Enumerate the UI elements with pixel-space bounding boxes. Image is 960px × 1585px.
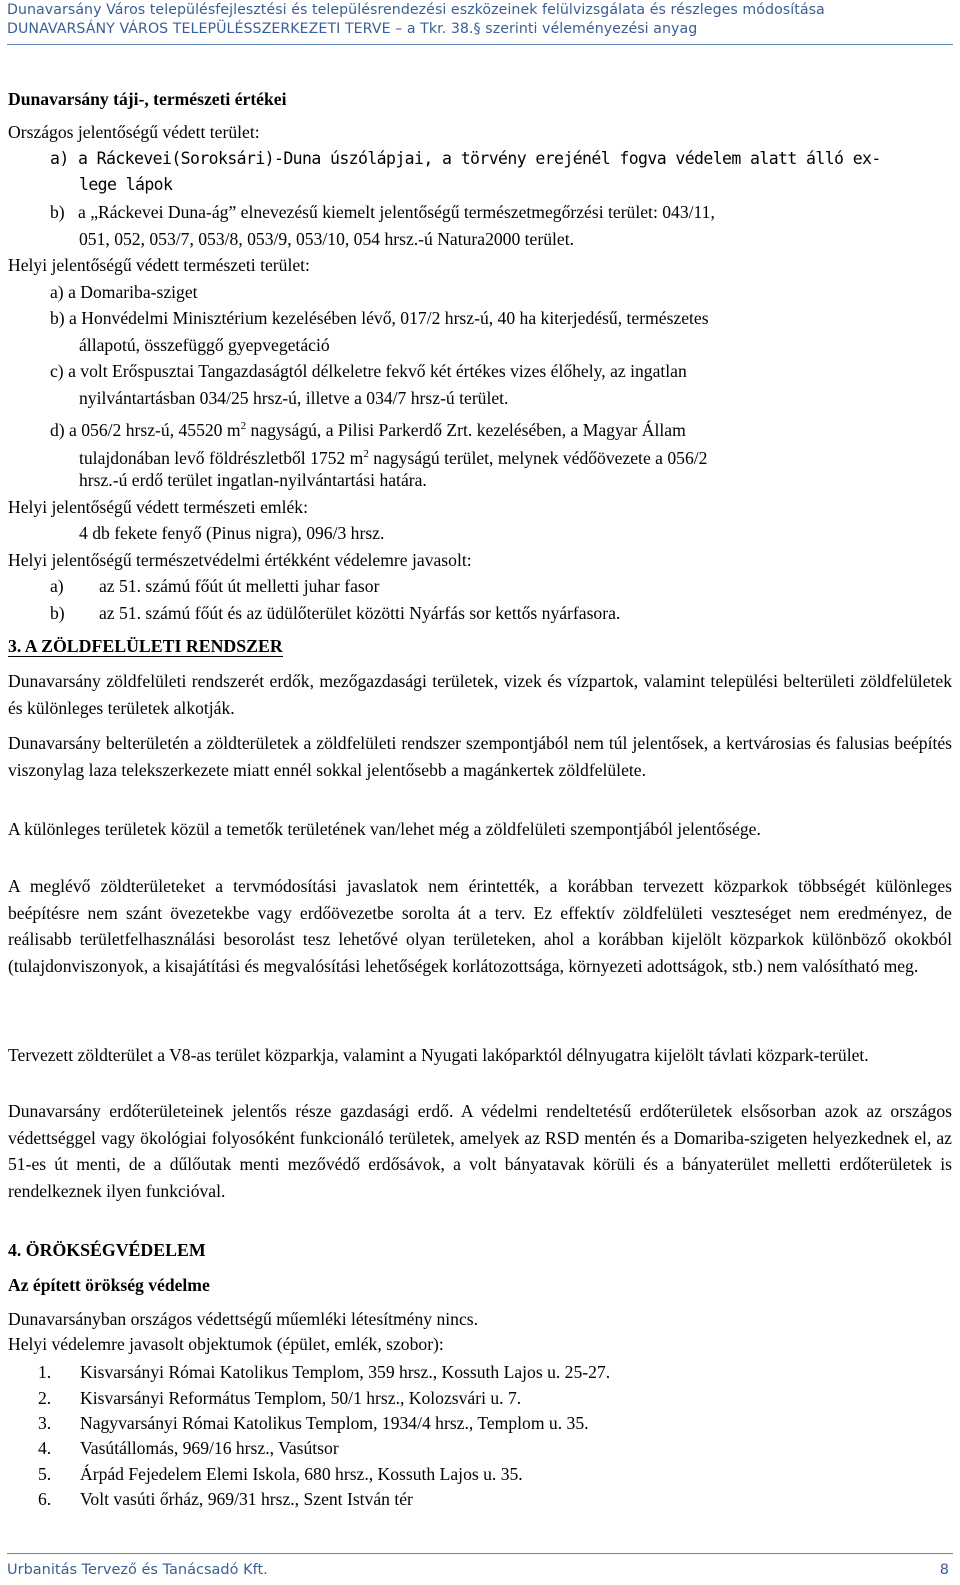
list-item: 5. Árpád Fejedelem Elemi Iskola, 680 hrsz., Kossuth Lajos u. 35. bbox=[38, 1464, 523, 1484]
list-item: 1. Kisvarsányi Római Katolikus Templom, 359 hrsz., Kossuth Lajos u. 25-27. bbox=[38, 1362, 611, 1382]
monument-heading: Helyi jelentőségű védett természeti emlék: bbox=[8, 497, 308, 517]
section-4-subtitle: Az épített örökség védelme bbox=[8, 1275, 210, 1295]
footer-company: Urbanitás Tervező és Tanácsadó Kft. bbox=[7, 1562, 268, 1578]
local-item-b: b) a Honvédelmi Minisztérium kezelésében lévő, 017/2 hrsz-ú, 40 ha kiterjedésű, természetes bbox=[50, 308, 709, 328]
national-heading: Országos jelentőségű védett terület: bbox=[8, 122, 260, 142]
page-number: 8 bbox=[939, 1562, 949, 1578]
national-item-b-cont: 051, 052, 053/7, 053/8, 053/9, 053/10, 054 hrsz.-ú Natura2000 terület. bbox=[79, 229, 575, 249]
national-item-a: a) a Ráckevei(Soroksári)-Duna úszólápjai, a törvény erejénél fogva védelem alatt álló ex- bbox=[50, 149, 881, 168]
list-item: 4. Vasútállomás, 969/16 hrsz., Vasútsor bbox=[38, 1438, 339, 1458]
section-title-landscape: Dunavarsány táji-, természeti értékei bbox=[8, 89, 287, 109]
page-header bbox=[7, 0, 953, 45]
header-line-2: DUNAVARSÁNY VÁROS TELEPÜLÉSSZERKEZETI TERVE – a Tkr. 38.§ szerinti véleményezési anyag bbox=[7, 21, 698, 37]
section-3-paragraph-6: Dunavarsány erdőterületeinek jelentős része gazdasági erdő. A védelmi rendeltetésű erdőterületek elsősorban azok az országos védettséggel vagy ökológiai folyosóként funkcionáló területek, amelyek az RSD mentén és a Domariba-szigeten helyezkednek el, az 51-es út menti, de a dűlőutak menti mezővédő erdősávok, a volt bányatavak körüli és a bányaterület melletti erdőterületek is rendelkeznek ilyen funkcióval. bbox=[8, 1101, 952, 1201]
page-footer bbox=[7, 1553, 953, 1584]
proposed-item-b: b) az 51. számú főút és az üdülőterület közötti Nyárfás sor kettős nyárfasora. bbox=[50, 603, 621, 623]
header-line-1: Dunavarsány Város településfejlesztési és településrendezési eszközeinek felülvizsgálata és részleges módosítása bbox=[7, 2, 825, 18]
section-4-paragraph-1: Dunavarsányban országos védettségű műemléki létesítmény nincs. bbox=[8, 1309, 479, 1329]
section-3-paragraph-3: A különleges területek közül a temetők területének van/lehet még a zöldfelületi szempontjából jelentősége. bbox=[8, 819, 761, 839]
national-item-b: b) a „Ráckevei Duna-ág” elnevezésű kiemelt jelentőségű természetmegőrzési terület: 043/11, bbox=[50, 202, 715, 222]
local-item-d: d) a 056/2 hrsz-ú, 45520 $m^2$ nagyságú, a Pilisi Parkerdő Zrt. kezelésében, a Magyar Állam bbox=[50, 419, 686, 440]
local-item-d-cont-2: hrsz.-ú erdő terület ingatlan-nyilvántartási határa. bbox=[79, 470, 427, 490]
list-item: 2. Kisvarsányi Református Templom, 50/1 hrsz., Kolozsvári u. 7. bbox=[38, 1388, 522, 1408]
section-3-title: 3. A ZÖLDFELÜLETI RENDSZER bbox=[8, 636, 283, 656]
list-item: 6. Volt vasúti őrház, 969/31 hrsz., Szent István tér bbox=[38, 1489, 413, 1509]
section-3-paragraph-2: Dunavarsány belterületén a zöldterületek a zöldfelületi rendszer szempontjából nem túl jelentősek, a kertvárosias és falusias beépítés viszonylag laza telekszerkezete miatt ennél sokkal jelentősebb a magánkertek zöldfelülete. bbox=[8, 733, 952, 780]
monument-item: 4 db fekete fenyő (Pinus nigra), 096/3 hrsz. bbox=[79, 523, 385, 543]
section-3-paragraph-5: Tervezett zöldterület a V8-as terület közparkja, valamint a Nyugati lakóparktól délnyugatra kijelölt távlati közpark-terület. bbox=[8, 1045, 869, 1065]
proposed-item-a: a) az 51. számú főút út melletti juhar fasor bbox=[50, 576, 380, 596]
local-item-b-cont: állapotú, összefüggő gyepvegetáció bbox=[79, 335, 330, 355]
section-3-paragraph-1: Dunavarsány zöldfelületi rendszerét erdők, mezőgazdasági területek, vizek és vízpartok, valamint települési belterületi zöldfelületek és különleges területek alkotják. bbox=[8, 671, 952, 718]
local-item-c-cont: nyilvántartásban 034/25 hrsz-ú, illetve a 034/7 hrsz-ú terület. bbox=[79, 388, 509, 408]
section-4-title: 4. ÖRÖKSÉGVÉDELEM bbox=[8, 1240, 206, 1260]
local-heading: Helyi jelentőségű védett természeti terület: bbox=[8, 255, 310, 275]
list-item: 3. Nagyvarsányi Római Katolikus Templom, 1934/4 hrsz., Templom u. 35. bbox=[38, 1413, 589, 1433]
section-3-paragraph-4: A meglévő zöldterületeket a tervmódosítási javaslatok nem érintették, a korábban tervezett közparkok többségét különleges beépítésre nem szánt övezetekbe vagy erdőövezetbe sorolta át a terv. Ez effektív zöldfelületi veszteséget nem eredményez, de reálisabb területfelhasználási besorolást tesz lehetővé olyan területeken, ahol a korábban kijelölt közparkok különböző okokból (tulajdonviszonyok, a kisajátítási és megvalósítási lehetőségek korlátozottsága, környezeti adottságok, stb.) nem valósítható meg. bbox=[8, 876, 952, 976]
local-item-a: a) a Domariba-sziget bbox=[50, 282, 198, 302]
local-item-d-cont: tulajdonában levő földrészletből 1752 $m^2$ nagyságú terület, melynek védőövezete a 056/2 bbox=[79, 447, 708, 468]
proposed-heading: Helyi jelentőségű természetvédelmi értékként védelemre javasolt: bbox=[8, 550, 472, 570]
national-item-a-cont: lege lápok bbox=[79, 175, 173, 194]
section-4-paragraph-2: Helyi védelemre javasolt objektumok (épület, emlék, szobor): bbox=[8, 1334, 444, 1354]
local-item-c: c) a volt Erőspusztai Tangazdaságtól délkeletre fekvő két értékes vizes élőhely, az ingatlan bbox=[50, 361, 687, 381]
